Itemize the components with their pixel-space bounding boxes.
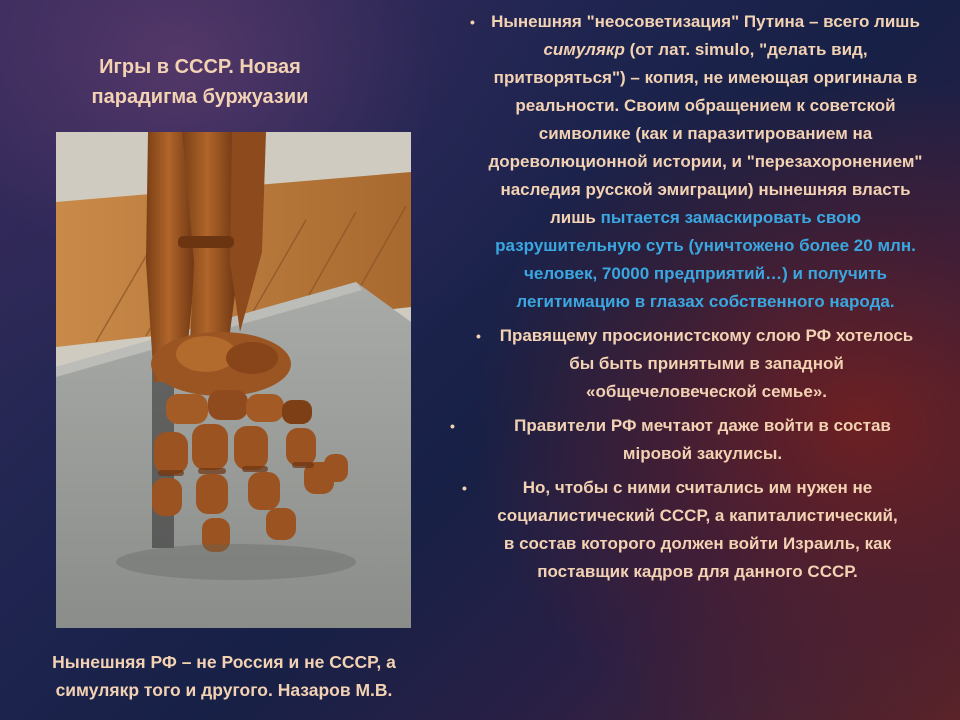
caption-line2: симулякр того и другого. Назаров М.В. [55,680,393,700]
bullet-item-rulers [440,412,945,468]
bullet-list [440,8,945,592]
slide-title-line2: парадигма буржуазии [91,86,309,108]
bullet-text: Правители РФ мечтают даже войти в состав мiровой закулисы. [514,416,891,463]
bullet-item-neosovietization [440,8,945,316]
bullet-text: Правящему просионистскому слою РФ хотелось бы быть принятыми в западной «общечеловеческой семье». [499,326,914,401]
bullet-text: Нынешняя "неосоветизация" Путина – всего лишь [491,12,920,31]
bullet-icon: • [470,14,475,30]
bullet-icon: • [450,418,455,434]
bullet-item-ruling-layer [440,322,945,406]
bullet-item-capitalist-ussr [440,474,945,586]
bullet-text-emphasis: симулякр [543,40,625,59]
photo-caption [14,648,434,704]
caption-line1: Нынешняя РФ – не Россия и не СССР, а [52,652,396,672]
bullet-icon: • [462,480,467,496]
bullet-text-highlight: пытается замаскировать свою разрушительную суть (уничтожено более 20 млн. человек, 70000 предприятий…) и получить легитимацию в глазах собственного народа. [495,208,916,311]
slide-title-line1: Игры в СССР. Новая [99,56,301,78]
slide-title [40,52,360,112]
dinosaur-foot-fossil-icon [56,132,411,628]
bullet-text: Но, чтобы с ними считались им нужен не социалистический СССР, а капиталистический, в состав которого должен войти Израиль, как поставщик кадров для данного СССР. [497,478,898,581]
bullet-text-continued: (от лат. simulo, "делать вид, притворяться") – копия, не имеющая оригинала в реальности. Своим обращением к советской символике (как и паразитированием на дореволюционной истории, и "перезахоронением" наследия русской эмиграции) нынешняя власть лишь [488,40,923,227]
fossil-foot-photo [56,132,411,628]
bullet-icon: • [476,328,481,344]
